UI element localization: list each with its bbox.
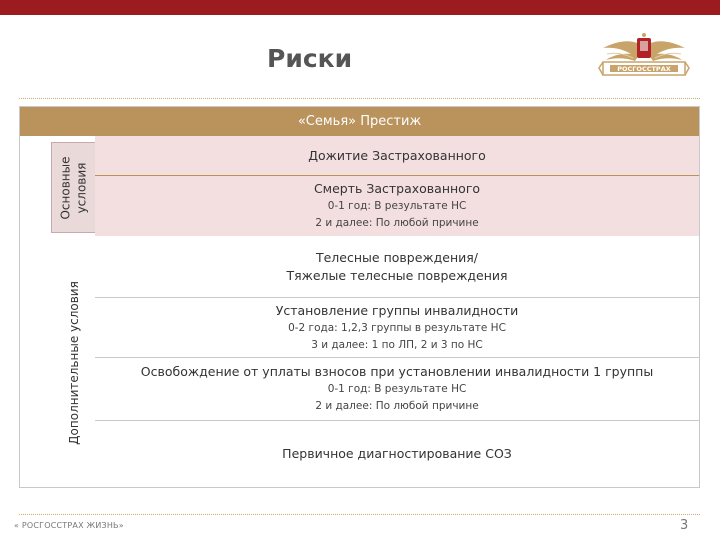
basic-conditions-label: [51, 142, 96, 233]
risk-detail: 2 и далее: По любой причине: [315, 217, 479, 229]
slide-title: Риски: [267, 44, 353, 73]
footer-divider: [19, 514, 700, 515]
additional-conditions-label: [55, 240, 93, 485]
page-number: 3: [680, 518, 689, 533]
eagle-emblem-icon: [597, 32, 691, 82]
table-row: [95, 136, 699, 175]
table-row: [95, 297, 699, 357]
table-header: [20, 107, 699, 136]
basic-conditions-label-line1: Основные: [58, 155, 73, 220]
risk-detail: 0-2 года: 1,2,3 группы в результате НС: [288, 321, 506, 334]
risk-title: Освобождение от уплаты взносов при установлении инвалидности 1 группы: [140, 364, 654, 379]
title-divider: [19, 98, 700, 99]
risk-detail: 0-1 год: В результате НС: [327, 383, 467, 395]
footer-brand: « РОСГОССТРАХ ЖИЗНЬ»: [14, 521, 124, 530]
risk-title: Смерть Застрахованного: [313, 181, 481, 196]
table-header-title: «Семья» Престиж: [297, 114, 422, 129]
logo-wordmark: РОСГОССТРАХ: [617, 65, 671, 73]
risks-table: [19, 106, 700, 488]
basic-conditions-label-line2: условия: [74, 162, 89, 213]
table-row: [95, 420, 699, 487]
risk-title: Установление группы инвалидности: [275, 302, 519, 318]
table-row: [95, 236, 699, 297]
risk-title: Дожитие Застрахованного: [308, 147, 486, 163]
risk-detail: 0-1 год: В результате НС: [327, 200, 467, 212]
top-accent-bar: [0, 0, 720, 15]
risk-title: Первичное диагностирование СОЗ: [282, 446, 512, 461]
company-logo: [597, 32, 691, 82]
table-row: [95, 357, 699, 420]
risk-title: Телесные повреждения/: [315, 249, 479, 265]
risk-title: Тяжелые телесные повреждения: [286, 267, 508, 283]
risk-detail: 3 и далее: 1 по ЛП, 2 и 3 по НС: [311, 338, 483, 351]
risk-detail: 2 и далее: По любой причине: [315, 400, 479, 412]
table-row: [95, 175, 699, 236]
additional-conditions-label-text: Дополнительные условия: [67, 280, 81, 445]
